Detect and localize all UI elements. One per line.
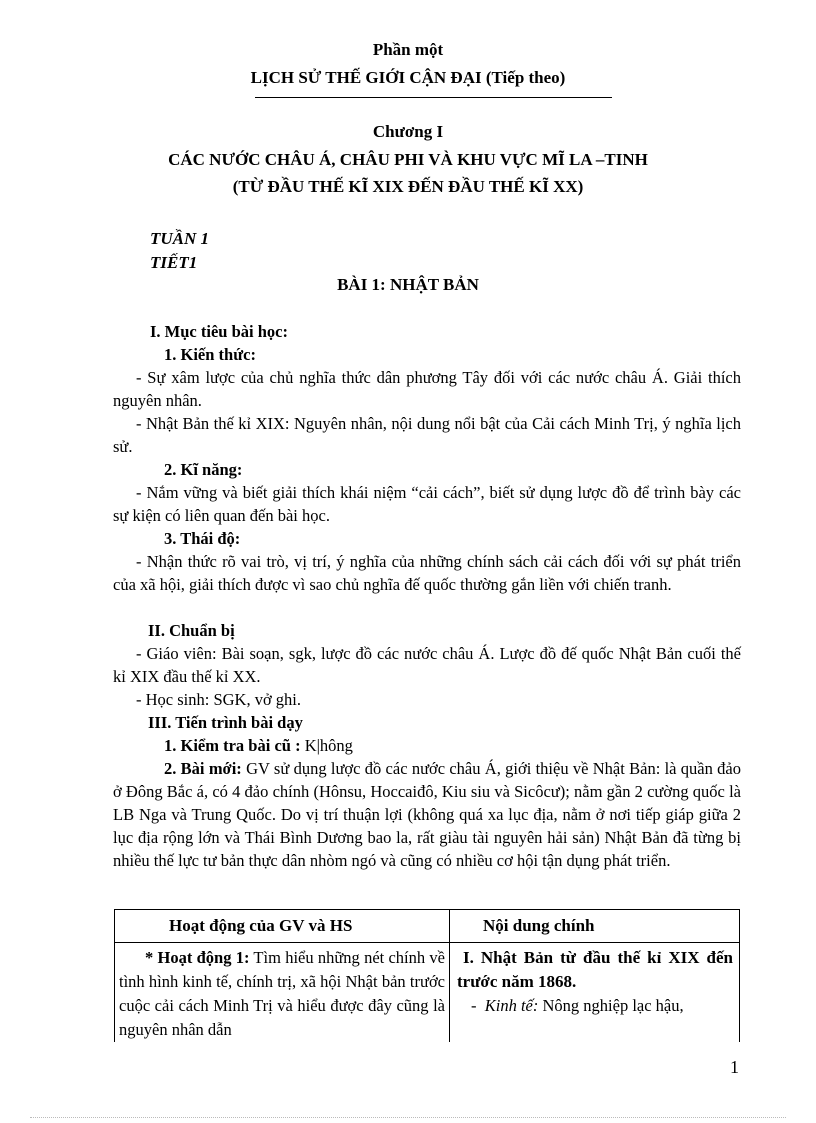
lesson-title: BÀI 1: NHẬT BẢN <box>337 275 479 294</box>
table-header-activities: Hoạt động của GV và HS <box>169 916 353 935</box>
knowledge-heading: 1. Kiến thức: <box>164 345 256 364</box>
period-label: TIẾT1 <box>150 253 198 272</box>
footer-dotted-line <box>30 1117 786 1118</box>
content-dash: - <box>471 996 477 1015</box>
objectives-heading: I. Mục tiêu bài học: <box>150 322 288 341</box>
content-cell <box>457 946 733 1042</box>
table-header-divider <box>115 942 739 943</box>
content-heading: I. Nhật Bản từ đầu thế kỉ XIX đến trước năm 1868. <box>457 948 733 991</box>
table-column-divider <box>449 910 450 1042</box>
divider <box>255 97 612 98</box>
page-number: 1 <box>730 1057 739 1077</box>
part-title: LỊCH SỬ THẾ GIỚI CẬN ĐẠI (Tiếp theo) <box>250 68 566 87</box>
week-label: TUẦN 1 <box>150 229 210 248</box>
process-heading: III. Tiến trình bài dạy <box>148 713 303 732</box>
knowledge-item-2: - Nhật Bản thế kỉ XIX: Nguyên nhân, nội dung nổi bật của Cải cách Minh Trị, ý nghĩa lịch sử. <box>113 414 741 456</box>
activity-table <box>114 909 740 1042</box>
knowledge-item-1: - Sự xâm lược của chủ nghĩa thức dân phương Tây đối với các nước châu Á. Giải thích nguyên nhân. <box>113 368 741 410</box>
chapter-subtitle: (TỪ ĐẦU THẾ KĨ XIX ĐẾN ĐẦU THẾ KĨ XX) <box>232 177 584 196</box>
content-text: Nông nghiệp lạc hậu, <box>538 996 684 1015</box>
activity-text: Tìm hiểu những nét chính về tình hình kinh tế, chính trị, xã hội Nhật bản trước cuộc cải cách Minh Trị và hiểu được đây cũng là nguyên nhân dẫn <box>119 948 445 1039</box>
content-label: Kinh tế: <box>484 996 539 1015</box>
review-line <box>164 734 792 757</box>
attitude-item-1: - Nhận thức rõ vai trò, vị trí, ý nghĩa của những chính sách cải cách đối với sự phát triển của xã hội, giải thích được vì sao chủ nghĩa đế quốc thường gắn liền với chiến tranh. <box>113 552 741 594</box>
skills-item-1: - Nắm vững và biết giải thích khái niệm “cải cách”, biết sử dụng lược đồ để trình bày các sự kiện có liên quan đến bài học. <box>113 483 741 525</box>
preparation-student: - Học sinh: SGK, vở ghi. <box>136 690 302 709</box>
new-lesson-text: GV sử dụng lược đồ các nước châu Á, giới thiệu về Nhật Bản: là quần đảo ở Đông Bắc á, có 4 đảo chính (Hônsu, Hoccaiđô, Kiu siu và Sicôcư); nằm gần 2 cường quốc là LB Nga và Trung Quốc. Do vị trí thuận lợi (không quá xa lục địa, nằm ở nơi tiếp giáp giữa 2 lục địa rộng lớn và Thái Bình Dương bao la, rất giàu tài nguyên hải sản) Nhật Bản đã từng bị nhiều thế lực tư bản thực dân nhòm ngó và cũng có nhiều cơ hội tận dụng phát triển. <box>113 759 741 870</box>
activity-cell <box>119 946 445 1042</box>
chapter-label: Chương I <box>372 122 444 141</box>
review-label: 1. Kiểm tra bài cũ : <box>164 736 301 755</box>
preparation-heading: II. Chuẩn bị <box>148 621 235 640</box>
chapter-title: CÁC NƯỚC CHÂU Á, CHÂU PHI VÀ KHU VỰC MĨ LA –TINH <box>168 150 648 169</box>
review-value: K|hông <box>300 736 353 755</box>
preparation-teacher: - Giáo viên: Bài soạn, sgk, lược đồ các nước châu Á. Lược đồ đế quốc Nhật Bản cuối thế kỉ XIX đầu thế kỉ XX. <box>113 644 741 686</box>
new-lesson-label: 2. Bài mới: <box>164 759 242 778</box>
activity-label: * Hoạt động 1: <box>145 948 250 967</box>
new-lesson-paragraph <box>113 757 741 872</box>
table-header-content: Nội dung chính <box>483 916 595 935</box>
skills-heading: 2. Kĩ năng: <box>164 460 243 479</box>
content-line <box>457 994 733 1018</box>
attitude-heading: 3. Thái độ: <box>164 529 241 548</box>
part-label: Phần một <box>372 40 444 59</box>
